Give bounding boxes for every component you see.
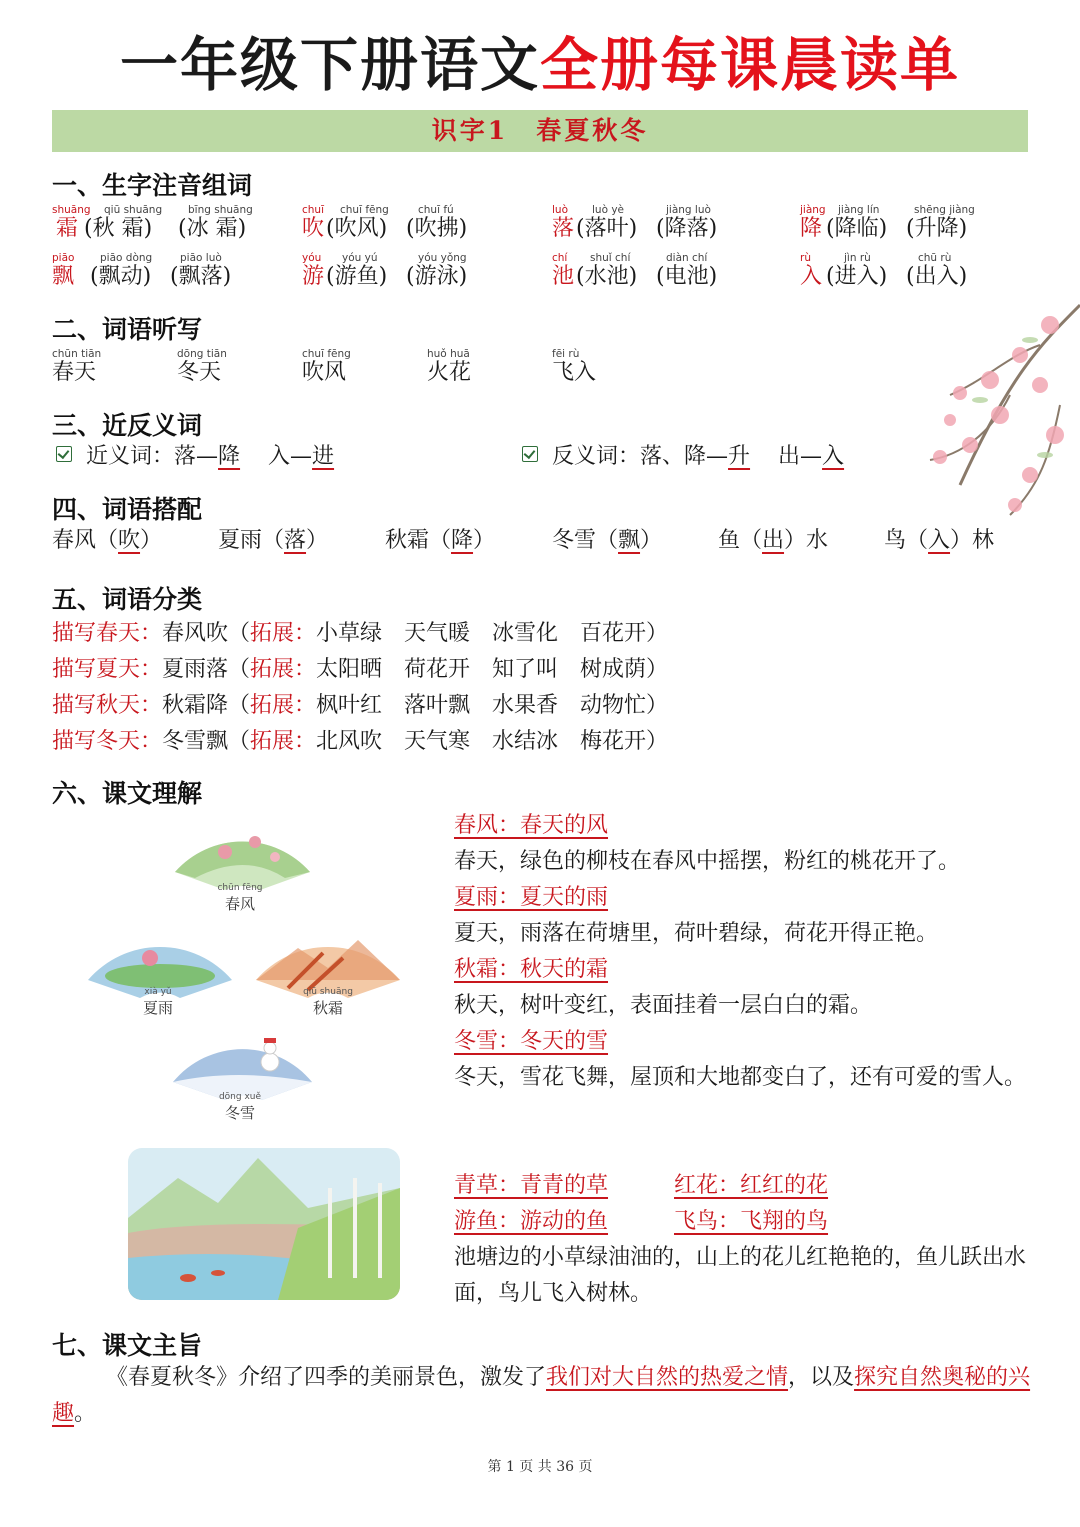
- winter-fan-image: [165, 1020, 320, 1102]
- char-word: piāo dòng (飘动): [90, 252, 153, 289]
- char-entry: shuāng 霜: [52, 204, 91, 241]
- char-word: luò yè (落叶): [576, 204, 638, 241]
- char-entry: piāo 飘: [52, 252, 75, 289]
- char-word: chuī fú (吹拂): [406, 204, 468, 241]
- understanding-text: 春风：春天的风 春天，绿色的柳枝在春风中摇摆，粉红的桃花开了。 夏雨：夏天的雨 夏天，雨落在荷塘里，荷叶碧绿，荷花开得正艳。 秋霜：秋天的霜 秋天，树叶变红，表面挂着一层白白的霜。 冬雪：冬天的雪 冬天，雪花飞舞，屋顶和大地都变白了，还有可爱的雪人。: [454, 813, 1027, 1090]
- collocation: 秋霜（降）: [385, 528, 496, 553]
- dictation-item: fēi rù 飞入: [552, 348, 597, 385]
- char-word: chuī fēng (吹风): [326, 204, 389, 241]
- char-entry: luò 落: [552, 204, 575, 241]
- theme-paragraph: 《春夏秋冬》介绍了四季的美丽景色，激发了我们对大自然的热爱之情，以及探究自然奥秘的兴趣。: [52, 1365, 1031, 1426]
- char-entry: yóu 游: [302, 252, 325, 289]
- lesson-banner: 识字1 春夏秋冬: [52, 110, 1028, 152]
- classification-row: 描写春天：春风吹（拓展：小草绿 天气暖 冰雪化 百花开）: [52, 621, 669, 646]
- dictation-item: dōng tiān 冬天: [177, 348, 227, 385]
- dictation-item: chūn tiān 春天: [52, 348, 102, 385]
- char-entry: jiàng 降: [800, 204, 826, 241]
- classification-list: [52, 616, 668, 760]
- fan-label: qiū shuāng 秋霜: [303, 987, 353, 1017]
- fan-label: dōng xuě 冬雪: [218, 1092, 262, 1122]
- char-word: yóu yú (游鱼): [326, 252, 388, 289]
- char-word: chū rù (出入): [906, 252, 968, 289]
- section-title-4: 四、词语搭配: [52, 495, 203, 524]
- fan-label: xià yǔ 夏雨: [142, 987, 173, 1017]
- classification-row: 描写冬天：冬雪飘（拓展：北风吹 天气寒 水结冰 梅花开）: [52, 729, 669, 754]
- char-word: shēng jiàng (升降): [906, 204, 975, 241]
- char-entry: rù 入: [800, 252, 823, 289]
- char-entry: chuī 吹: [302, 204, 325, 241]
- char-word: qiū shuāng (秋 霜): [84, 204, 163, 241]
- char-word: bīng shuāng (冰 霜): [178, 204, 253, 241]
- section-title-2: 二、词语听写: [52, 315, 203, 344]
- landscape-image: [128, 1148, 400, 1300]
- section-title-7: 七、课文主旨: [52, 1331, 203, 1360]
- char-word: jìn rù (进入): [826, 252, 888, 289]
- antonym-line: 反义词：落、降—升 出—入: [522, 442, 844, 472]
- section-title-5: 五、词语分类: [52, 585, 203, 614]
- collocation: 鸟（入）林: [884, 528, 995, 553]
- char-word: jiàng luò (降落): [656, 204, 718, 241]
- section-title-1: 一、生字注音组词: [52, 171, 253, 200]
- dictation-item: huǒ huā 火花: [427, 348, 472, 385]
- char-entry: chí 池: [552, 252, 575, 289]
- section-title-6: 六、课文理解: [52, 779, 203, 808]
- fan-label: chūn fēng 春风: [217, 883, 263, 913]
- spring-fan-image: [165, 812, 320, 892]
- checkbox-icon: [522, 446, 538, 462]
- checkbox-icon: [56, 446, 72, 462]
- char-word: jiàng lín (降临): [826, 204, 888, 241]
- synonym-line: 近义词：落—降 入—进: [56, 442, 334, 472]
- page-title: 一年级下册语文全册每课晨读单: [119, 31, 961, 99]
- section-title-3: 三、近反义词: [52, 411, 203, 440]
- collocation: 夏雨（落）: [218, 528, 329, 553]
- char-word: yóu yǒng (游泳): [406, 252, 468, 289]
- dictation-item: chuī fēng 吹风: [302, 348, 351, 385]
- collocation: 春风（吹）: [52, 528, 163, 553]
- collocation: 冬雪（飘）: [552, 528, 663, 553]
- page-footer: 第 1 页 共 36 页: [487, 1459, 593, 1475]
- collocation: 鱼（出）水: [718, 528, 829, 553]
- classification-row: 描写夏天：夏雨落（拓展：太阳晒 荷花开 知了叫 树成荫）: [52, 657, 669, 682]
- blossom-branch-icon: [890, 285, 1080, 535]
- phrase-block: 青草：青青的草 红花：红红的花 游鱼：游动的鱼 飞鸟：飞翔的鸟 池塘边的小草绿油油的，山上的花儿红艳艳的，鱼儿跃出水面，鸟儿飞入树林。: [454, 1173, 1027, 1306]
- classification-row: 描写秋天：秋霜降（拓展：枫叶红 落叶飘 水果香 动物忙）: [52, 693, 669, 718]
- char-word: shuǐ chí (水池): [576, 252, 638, 289]
- char-word: piāo luò (飘落): [170, 252, 232, 289]
- char-word: diàn chí (电池): [656, 252, 718, 289]
